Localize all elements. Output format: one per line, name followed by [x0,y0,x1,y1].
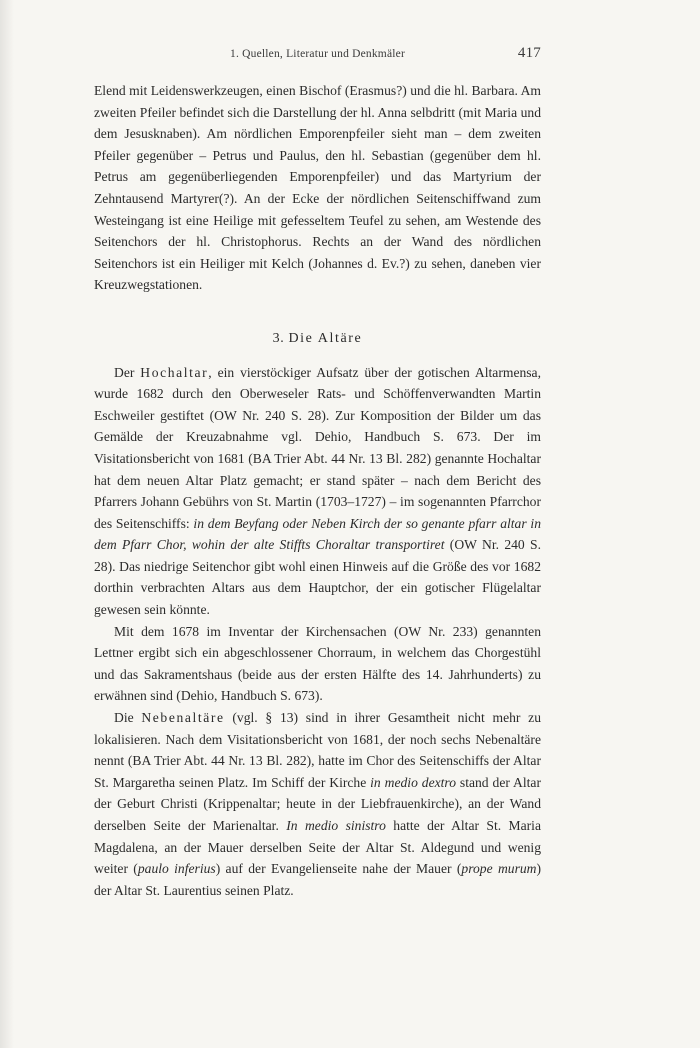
term-hochaltar: Hochaltar [140,364,209,380]
paragraph-text: , ein vierstöckiger Aufsatz über der gotischen Altarmensa, wurde 1682 durch den Oberweseler Rats- und Schöffenverwandten Martin Eschweiler gestiftet (OW Nr. 240 S. 28). Zur Komposition der Bilder um das Gemälde der Kreuzabnahme vgl. Dehio, Handbuch S. 673. Der im Visitationsbericht von 1681 (BA Trier Abt. 44 Nr. 13 Bl. 282) genannte Hochaltar hat dem neuen Altar Platz gemacht; er stand später – nach dem Bericht des Pfarrers Johann Gebührs von St. Martin (1703–1727) – im sogenannten Pfarrchor des Seitenschiffs: [94,364,541,531]
term-nebenaltaere: Nebenaltäre [141,710,225,726]
section-number: 3. [272,330,285,346]
article: Die [114,710,142,726]
paragraph-text: hatte der Altar St. Maria Magdalena, an der Mauer derselben Seite der Altar St. Aldegund und wenig weiter ( [94,818,541,877]
page-edge-shadow [0,0,14,1048]
paragraph-text: ) auf der Evangelienseite nahe der Mauer ( [215,861,462,877]
section-title: Die Altäre [288,330,363,346]
latin-phrase: In medio sinistro [286,818,386,833]
paragraph-text: (vgl. § 13) sind in ihrer Gesamtheit nicht mehr zu lokalisieren. Nach dem Visitationsbericht von 1681, der noch sechs Nebenaltäre nennt (BA Trier Abt. 44 Nr. 13 Bl. 282), hatte im Chor des Seitenschiffs der Altar St. Margaretha seinen Platz. Im Schiff der Kirche [94,710,541,790]
paragraph-text: ) der Altar St. Laurentius seinen Platz. [94,861,542,898]
intro-paragraph: Elend mit Leidenswerkzeugen, einen Bischof (Erasmus?) und die hl. Barbara. Am zweiten Pfeiler befindet sich die Darstellung der hl. Anna selbdritt (mit Maria und dem Jesusknaben). Am nördlichen Emporenpfeiler sieht man – dem zweiten Pfeiler gegenüber – Petrus und Paulus, den hl. Sebastian (gegenüber dem hl. Petrus am gegenüberliegenden Emporenpfeiler) und das Martyrium der Zehntausend Martyrer(?). An der Ecke der nördlichen Seitenschiffwand zum Westeingang ist eine Heilige mit gefesseltem Teufel zu sehen, am Westende des Seitenchors der hl. Christophorus. Rechts an der Wand des nördlichen Seitenchors ist ein Heiliger mit Kelch (Johannes d. Ev.?) zu sehen, daneben vier Kreuzwegstationen. [94,83,541,293]
latin-quote: in dem Beyfang oder Neben Kirch der so genante pfarr altar in dem Pfarr Chor, wohin der alte Stiffts Choraltar transportiret [94,515,541,553]
paragraph-text: stand der Altar der Geburt Christi (Krippenaltar; heute in der Liebfrauenkirche), an der Wand derselben Seite der Marienaltar. [94,774,541,833]
paragraph-nebenaltaere [94,707,541,901]
paragraph-text: (OW Nr. 240 S. 28). Das niedrige Seitenchor gibt wohl einen Hinweis auf die Größe des vor 1682 dorthin verbrachten Altars aus dem Hauptchor, der ein gotischer Flügelaltar gewesen sein könnte. [94,537,541,618]
header-title: 1. Quellen, Literatur und Denkmäler [230,48,405,60]
latin-phrase: prope murum [461,861,537,877]
latin-phrase: in medio dextro [370,774,456,790]
paragraph-hochaltar [94,362,541,621]
main-text [94,80,541,901]
page-number: 417 [517,45,541,61]
latin-phrase: paulo inferius [137,861,216,877]
spaced-term: Der [114,364,141,380]
section-heading [94,328,541,350]
paragraph-lettner: Mit dem 1678 im Inventar der Kirchensachen (OW Nr. 233) genannten Lettner ergibt sich ein abgeschlossener Chorraum, in welchem das Chorgestühl und das Sakramentshaus (beide aus der ersten Hälfte des 14. Jahrhunderts) zu erwähnen sind (Dehio, Handbuch S. 673). [94,623,541,704]
